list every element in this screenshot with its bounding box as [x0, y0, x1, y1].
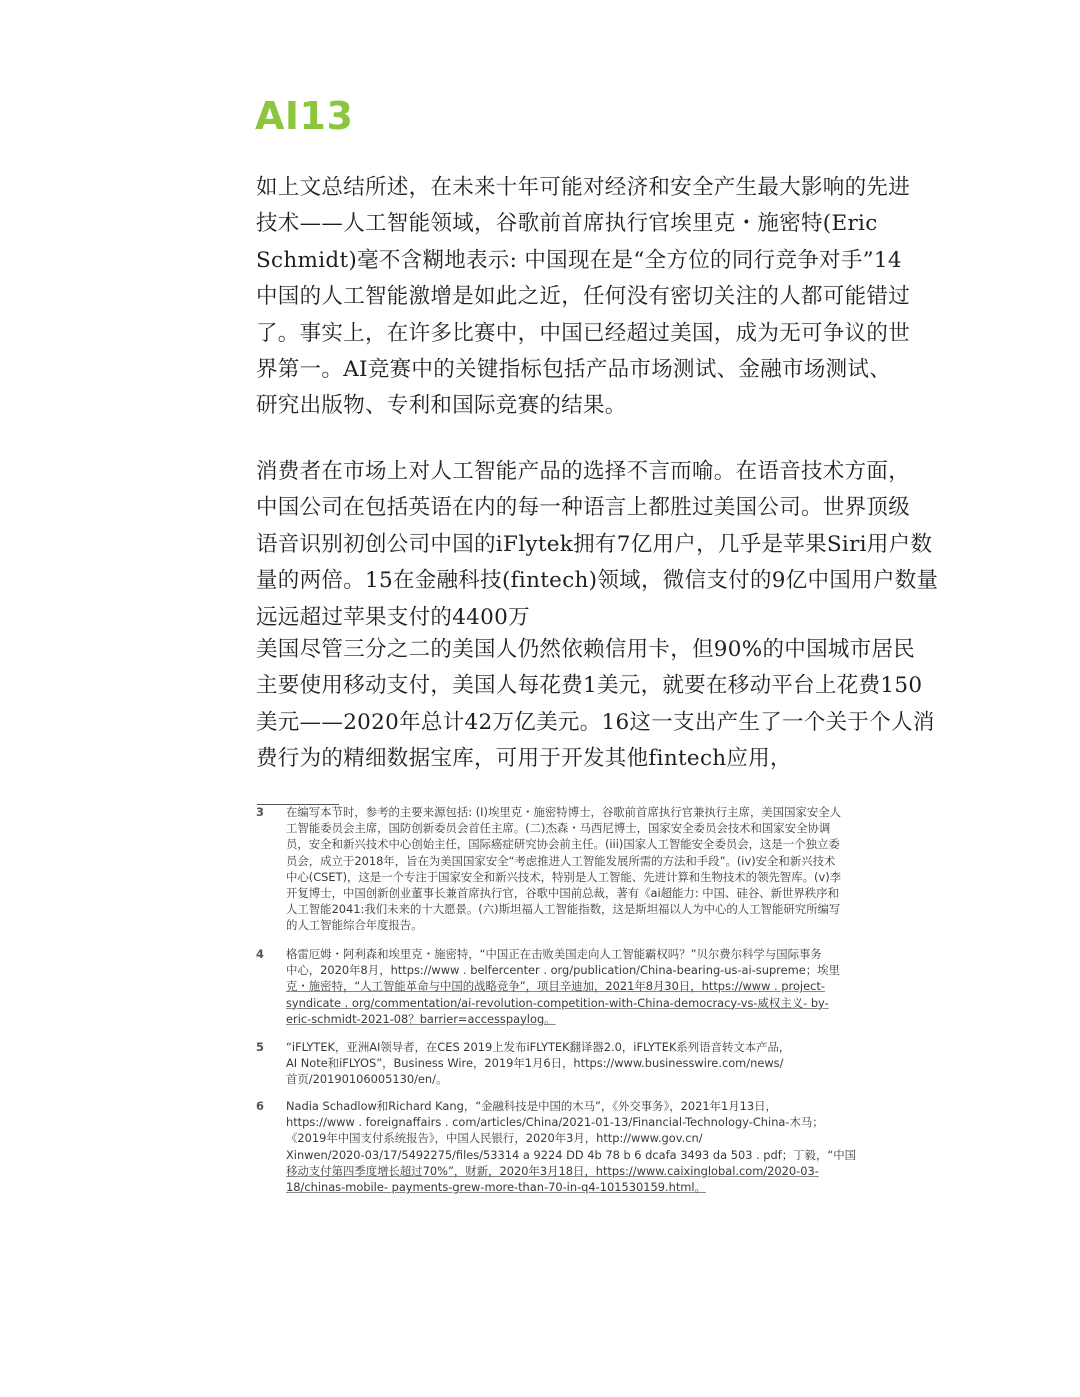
paragraph-1	[256, 170, 911, 425]
footnote-line: “iFLYTEK，亚洲AI领导者，在CES 2019上发布iFLYTEK翻译器2.0，iFLYTEK系列语音转文本产品，	[286, 1040, 791, 1054]
paragraph-line: 主要使用移动支付，美国人每花费1美元，就要在移动平台上花费150	[256, 673, 923, 699]
paragraph-line: 中国的人工智能激增是如此之近，任何没有密切关注的人都可能错过	[256, 284, 911, 310]
paragraph-line: 消费者在市场上对人工智能产品的选择不言而喻。在语音技术方面，	[256, 459, 911, 484]
footnote-5	[256, 1039, 926, 1088]
page-title: AI13	[255, 94, 354, 138]
paragraph-line: 美国尽管三分之二的美国人仍然依赖信用卡，但90%的中国城市居民	[256, 637, 916, 662]
footnote-line: 开复博士，中国创新创业董事长兼首席执行官，谷歌中国前总裁，著有《ai超能力: 中国、硅谷、新世界秩序和	[286, 886, 839, 901]
footnote-link-line[interactable]: 克・施密特，“人工智能革命与中国的战略竞争”，项目辛迪加，2021年8月30日，https://www . project-	[286, 979, 825, 994]
footnote-line: 人工智能2041:我们未来的十大愿景。(六)斯坦福人工智能指数，这是斯坦福以人为中心的人工智能研究所编写	[286, 902, 841, 917]
paragraph-line: 费行为的精细数据宝库，可用于开发其他fintech应用，	[256, 746, 792, 772]
footnote-line: 格雷厄姆・阿利森和埃里克・施密特，“中国正在击败美国走向人工智能霸权吗？”贝尔费尔科学与国际事务	[286, 947, 822, 961]
paragraph-line: 语音识别初创公司中国的iFlytek拥有7亿用户，几乎是苹果Siri用户数	[256, 531, 933, 557]
footnote-3	[256, 804, 926, 934]
footnote-line: https://www . foreignaffairs . com/articles/China/2021-01-13/Financial-Technology-China-木马；	[286, 1115, 824, 1130]
paragraph-line: 美元——2020年总计42万亿美元。16这一支出产生了一个关于个人消	[256, 709, 935, 735]
footnote-link-line[interactable]: eric-schmidt-2021-08？barrier=accesspaylog。	[286, 1011, 556, 1026]
paragraph-line: 技术——人工智能领域，谷歌前首席执行官埃里克・施密特(Eric	[256, 211, 878, 237]
footnote-line: 工智能委员会主席，国防创新委员会首任主席。(二)杰森・马西尼博士，国家安全委员会技术和国家安全协调	[286, 821, 831, 836]
footnote-line: 在编写本节时，参考的主要来源包括: (I)埃里克・施密特博士，谷歌前首席执行官兼执行主席，美国国家安全人	[286, 805, 842, 819]
footnote-link-line[interactable]: syndicate . org/commentation/ai-revolution-competition-with-China-democracy-vs-威权主义- by-	[286, 995, 829, 1010]
footnote-number: 4	[256, 947, 264, 961]
paragraph-line: 界第一。AI竞赛中的关键指标包括产品市场测试、金融市场测试、	[256, 357, 892, 383]
paragraph-2	[256, 454, 939, 636]
footnote-line: 的人工智能综合年度报告。	[286, 918, 423, 933]
paragraph-line: 如上文总结所述，在未来十年可能对经济和安全产生最大影响的先进	[256, 175, 911, 200]
footnote-6	[256, 1098, 926, 1195]
footnote-link-line[interactable]: 移动支付第四季度增长超过70%”，财新，2020年3月18日，https://www.caixinglobal.com/2020-03-	[286, 1163, 819, 1178]
footnote-number: 5	[256, 1040, 264, 1054]
footnote-line: 中心，2020年8月，https://www . belfercenter . org/publication/China-bearing-us-ai-supreme；埃里	[286, 963, 840, 978]
footnote-line: 中心(CSET)，这是一个专注于国家安全和新兴技术，特别是人工智能、先进计算和生物技术的领先智库。(v)李	[286, 869, 842, 884]
paragraph-3	[256, 632, 935, 778]
footnote-line: 首页/20190106005130/en/。	[286, 1072, 448, 1087]
paragraph-line: 研究出版物、专利和国际竞赛的结果。	[256, 393, 627, 419]
footnote-line: AI Note和iFLYOS”，Business Wire，2019年1月6日，https://www.businesswire.com/news/	[286, 1056, 784, 1071]
footnote-line: 员，安全和新兴技术中心创始主任，国际癌症研究协会前主任。(iii)国家人工智能安全委员会，这是一个独立委	[286, 837, 840, 852]
footnote-link-line[interactable]: 18/chinas-mobile- payments-grew-more-than-70-in-q4-101530159.html。	[286, 1180, 706, 1195]
footnote-number: 6	[256, 1099, 264, 1113]
footnote-4	[256, 946, 926, 1027]
footnote-line: 《2019年中国支付系统报告》，中国人民银行，2020年3月，http://www.gov.cn/	[286, 1131, 703, 1146]
paragraph-line: 远远超过苹果支付的4400万	[256, 604, 530, 630]
paragraph-line: 量的两倍。15在金融科技(fintech)领域，微信支付的9亿中国用户数量	[256, 568, 939, 594]
footnote-number: 3	[256, 805, 264, 819]
paragraph-line: 中国公司在包括英语在内的每一种语言上都胜过美国公司。世界顶级	[256, 495, 911, 521]
paragraph-line: Schmidt)毫不含糊地表示: 中国现在是“全方位的同行竞争对手”14	[256, 247, 902, 273]
footnote-line: Xinwen/2020-03/17/5492275/files/53314 a 9224 DD 4b 78 b 6 dcafa 3493 da 503 . pdf；丁毅，“中国	[286, 1147, 857, 1162]
footnote-line: Nadia Schadlow和Richard Kang，“金融科技是中国的木马”，《外交事务》，2021年1月13日，	[286, 1099, 777, 1113]
footnote-line: 员会，成立于2018年，旨在为美国国家安全“考虑推进人工智能发展所需的方法和手段”。(iv)安全和新兴技术	[286, 853, 836, 868]
paragraph-line: 了。事实上，在许多比赛中，中国已经超过美国，成为无可争议的世	[256, 320, 911, 346]
